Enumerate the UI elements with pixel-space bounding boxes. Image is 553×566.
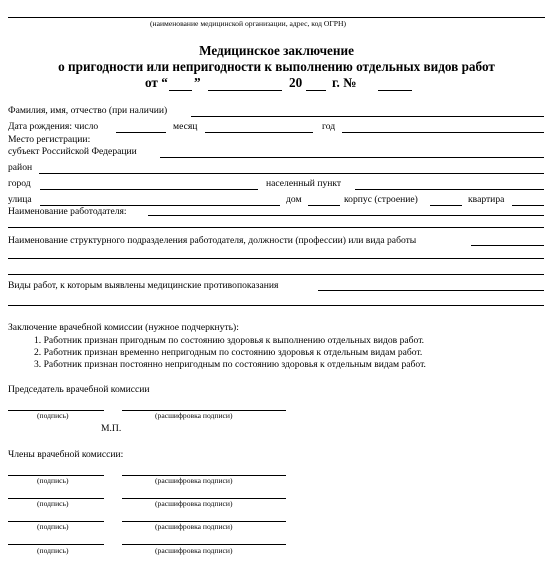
- apartment-label: квартира: [468, 194, 505, 205]
- city-label: город: [8, 178, 31, 189]
- department-line-3[interactable]: [8, 274, 544, 275]
- date-day-line[interactable]: [169, 90, 192, 91]
- date-month-line[interactable]: [208, 90, 282, 91]
- birth-year-label: год: [322, 121, 336, 132]
- birth-month-line[interactable]: [205, 132, 313, 133]
- settlement-line[interactable]: [355, 189, 544, 190]
- conclusion-option-3[interactable]: 3. Работник признан постоянно непригодным по состоянию здоровья к отдельным видам работ.: [34, 359, 426, 370]
- title-from: от “: [145, 75, 168, 90]
- conclusion-option-2[interactable]: 2. Работник признан временно непригодным по состоянию здоровья к отдельным видам работ.: [34, 347, 423, 358]
- building-line[interactable]: [430, 205, 462, 206]
- employer-line-2[interactable]: [8, 227, 544, 228]
- district-label: район: [8, 162, 33, 173]
- subject-line[interactable]: [160, 157, 544, 158]
- date-year-line[interactable]: [306, 90, 326, 91]
- contraindications-line-1[interactable]: [318, 290, 544, 291]
- building-label: корпус (строение): [344, 194, 418, 205]
- member-4-signature-line[interactable]: [8, 544, 104, 545]
- org-caption: (наименование медицинской организации, адрес, код ОГРН): [150, 19, 347, 28]
- birth-date-label: Дата рождения: число: [8, 121, 99, 132]
- house-label: дом: [286, 194, 302, 205]
- title-number-label: г. №: [332, 75, 357, 90]
- member-1-signature-caption: (подпись): [37, 476, 69, 485]
- full-name-line[interactable]: [191, 116, 544, 117]
- chairman-heading: Председатель врачебной комиссии: [8, 384, 150, 395]
- member-4-decoding-line[interactable]: [122, 544, 286, 545]
- birth-month-label: месяц: [173, 121, 198, 132]
- employer-label: Наименование работодателя:: [8, 206, 127, 217]
- registration-label: Место регистрации:: [8, 134, 91, 145]
- district-line[interactable]: [39, 173, 544, 174]
- title-line2: о пригодности или непригодности к выполнению отдельных видов работ: [58, 59, 495, 74]
- house-line[interactable]: [308, 205, 340, 206]
- title-line1: Медицинское заключение: [199, 43, 354, 58]
- chairman-decoding-caption: (расшифровка подписи): [155, 411, 233, 420]
- title-year: 20: [289, 75, 303, 90]
- street-label: улица: [8, 194, 32, 205]
- employer-line-1[interactable]: [148, 215, 544, 216]
- settlement-label: населенный пункт: [266, 178, 342, 189]
- conclusion-option-1[interactable]: 1. Работник признан пригодным по состоянию здоровья к выполнению отдельных видов работ.: [34, 335, 425, 346]
- member-2-decoding-caption: (расшифровка подписи): [155, 499, 233, 508]
- conclusion-heading: Заключение врачебной комиссии (нужное подчеркнуть):: [8, 322, 239, 333]
- title-quote: ”: [194, 75, 201, 90]
- apartment-line[interactable]: [512, 205, 544, 206]
- subject-label: субъект Российской Федерации: [8, 146, 137, 157]
- member-2-signature-caption: (подпись): [37, 499, 69, 508]
- department-label: Наименование структурного подразделения работодателя, должности (профессии) или вида работы: [8, 235, 417, 246]
- members-heading: Члены врачебной комиссии:: [8, 449, 124, 460]
- document-number-line[interactable]: [378, 90, 412, 91]
- birth-year-line[interactable]: [342, 132, 544, 133]
- contraindications-line-2[interactable]: [8, 305, 544, 306]
- member-4-decoding-caption: (расшифровка подписи): [155, 546, 233, 555]
- full-name-label: Фамилия, имя, отчество (при наличии): [8, 105, 168, 116]
- chairman-signature-caption: (подпись): [37, 411, 69, 420]
- member-1-decoding-caption: (расшифровка подписи): [155, 476, 233, 485]
- department-line-2[interactable]: [8, 258, 544, 259]
- org-line[interactable]: [8, 17, 545, 18]
- stamp-place: М.П.: [101, 423, 122, 434]
- birth-day-line[interactable]: [116, 132, 166, 133]
- member-3-signature-caption: (подпись): [37, 522, 69, 531]
- member-4-signature-caption: (подпись): [37, 546, 69, 555]
- member-3-decoding-caption: (расшифровка подписи): [155, 522, 233, 531]
- city-line[interactable]: [40, 189, 258, 190]
- department-line-1[interactable]: [471, 245, 544, 246]
- contraindications-label: Виды работ, к которым выявлены медицинские противопоказания: [8, 280, 279, 291]
